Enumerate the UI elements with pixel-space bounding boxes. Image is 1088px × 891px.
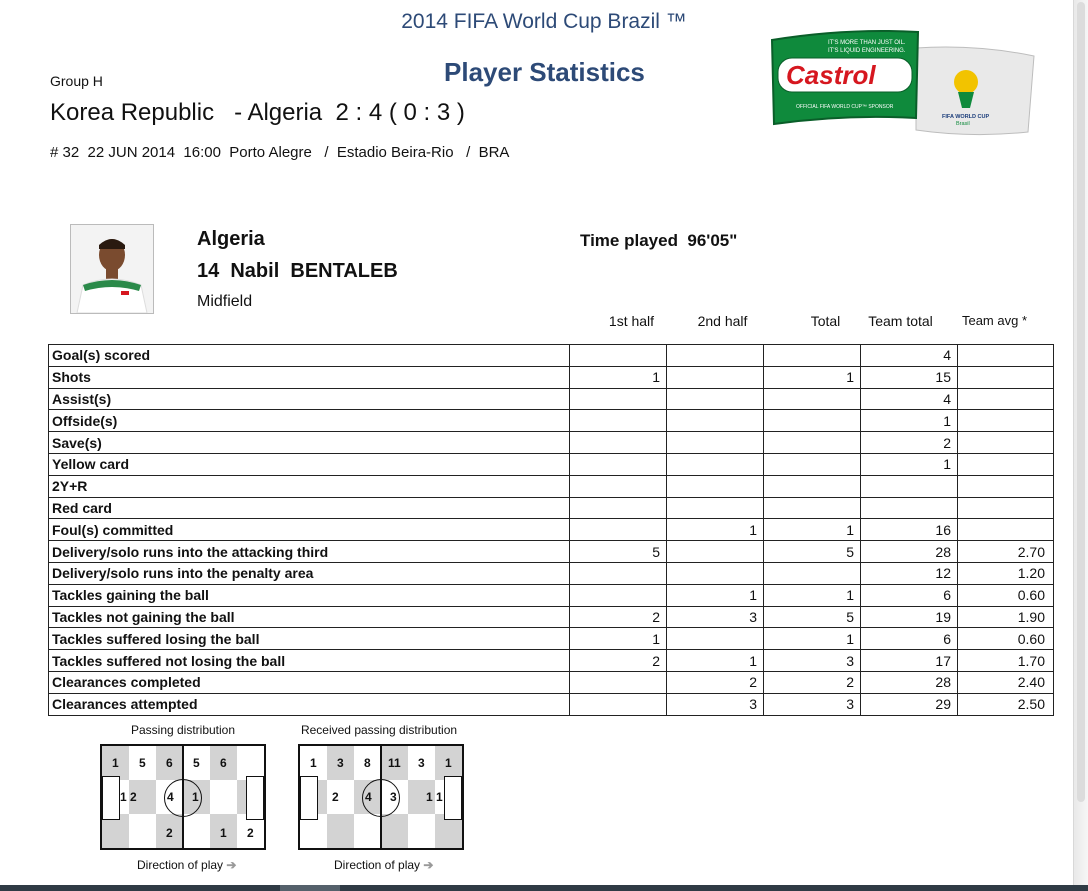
passing-distribution-pitch [100,744,266,850]
player-name: 14 Nabil BENTALEB [197,260,398,282]
stat-total [764,432,861,454]
stat-total: 1 [764,366,861,388]
stat-team-avg [958,410,1054,432]
player-photo [70,224,154,314]
table-row [49,628,1054,650]
zone-value: 6 [166,756,173,770]
stat-team-avg [958,475,1054,497]
stat-team-total [861,475,958,497]
column-header-2nd-half: 2nd half [697,313,748,329]
stat-total [764,410,861,432]
zone-value: 1 [112,756,119,770]
stat-team-avg: 1.70 [958,650,1054,672]
stat-label: Red card [49,497,570,519]
time-played: Time played 96'05" [580,231,738,250]
stat-team-total: 4 [861,345,958,367]
table-row [49,453,1054,475]
zone-value: 11 [388,756,401,770]
zone-value: 4 [167,790,174,804]
stat-team-total: 12 [861,562,958,584]
zone-value: 2 [130,790,137,804]
stat-label: Foul(s) committed [49,519,570,541]
bottom-bar-segment [280,885,340,891]
penalty-area-left [300,776,318,820]
zone-value: 1 [220,826,227,840]
sponsor-tagline-1: IT'S MORE THAN JUST OIL. [828,40,906,46]
stat-team-avg: 0.60 [958,584,1054,606]
table-row [49,345,1054,367]
penalty-area-left [102,776,120,820]
stat-team-total: 2 [861,432,958,454]
stat-label: Tackles not gaining the ball [49,606,570,628]
stat-1st-half [570,345,667,367]
stat-1st-half [570,453,667,475]
table-row [49,388,1054,410]
stat-label: Clearances attempted [49,693,570,715]
table-row [49,541,1054,563]
stat-label: Shots [49,366,570,388]
stat-2nd-half [667,388,764,410]
zone-value: 8 [364,756,371,770]
stat-2nd-half [667,475,764,497]
stat-label: Tackles gaining the ball [49,584,570,606]
pitch-zone [327,814,354,848]
stat-team-avg: 2.40 [958,671,1054,693]
zone-value: 1 [192,790,199,804]
stat-team-avg [958,453,1054,475]
received-distribution-pitch [298,744,464,850]
table-row [49,410,1054,432]
stat-1st-half [570,475,667,497]
stat-total: 5 [764,541,861,563]
stat-2nd-half [667,345,764,367]
stat-team-total: 19 [861,606,958,628]
stat-team-avg [958,432,1054,454]
zone-value: 3 [418,756,425,770]
table-row [49,497,1054,519]
player-photo-image [71,225,153,313]
stat-team-total: 28 [861,671,958,693]
stat-total [764,453,861,475]
table-row [49,475,1054,497]
stat-total: 3 [764,693,861,715]
stat-2nd-half: 1 [667,519,764,541]
stat-label: Tackles suffered losing the ball [49,628,570,650]
stat-team-avg: 1.20 [958,562,1054,584]
stat-1st-half [570,671,667,693]
zone-value: 1 [310,756,317,770]
stat-1st-half [570,519,667,541]
column-header-total: Total [810,313,841,329]
zone-value: 1 [120,790,127,804]
stat-total [764,345,861,367]
stat-2nd-half [667,497,764,519]
statistics-table [48,344,1054,716]
penalty-area-right [246,776,264,820]
viewer-bottom-bar [0,885,1088,891]
sponsor-tagline-2: IT'S LIQUID ENGINEERING. [828,48,906,54]
stat-1st-half: 2 [570,650,667,672]
stat-total [764,497,861,519]
passing-direction-label [137,858,236,872]
zone-value: 2 [166,826,173,840]
stat-team-avg: 2.50 [958,693,1054,715]
stat-total: 1 [764,628,861,650]
stat-2nd-half: 3 [667,693,764,715]
castrol-sponsor-logo [766,26,1036,138]
stat-2nd-half [667,628,764,650]
tournament-title: 2014 FIFA World Cup Brazil ™ [401,10,687,33]
stat-2nd-half: 1 [667,650,764,672]
stat-team-total: 6 [861,584,958,606]
zone-value: 3 [390,790,397,804]
stat-team-avg: 0.60 [958,628,1054,650]
stat-team-total: 1 [861,453,958,475]
stat-label: Delivery/solo runs into the penalty area [49,562,570,584]
stat-2nd-half: 3 [667,606,764,628]
match-info: # 32 22 JUN 2014 16:00 Porto Alegre / Estadio Beira-Rio / BRA [50,144,510,161]
zone-value: 1 [436,790,443,804]
table-row [49,562,1054,584]
table-row [49,432,1054,454]
stat-total: 1 [764,519,861,541]
column-header-1st-half: 1st half [608,313,655,329]
stat-team-total: 17 [861,650,958,672]
table-row [49,584,1054,606]
stat-1st-half: 1 [570,366,667,388]
table-row [49,519,1054,541]
stat-1st-half [570,584,667,606]
stat-total [764,562,861,584]
page-title: Player Statistics [444,57,645,87]
passing-distribution-title: Passing distribution [130,723,236,737]
stat-team-total: 6 [861,628,958,650]
stat-label: Offside(s) [49,410,570,432]
stat-label: Save(s) [49,432,570,454]
zone-value: 4 [365,790,372,804]
stat-1st-half [570,432,667,454]
match-result: Korea Republic - Algeria 2 : 4 ( 0 : 3 ) [50,99,465,126]
passing-direction-text: Direction of play [137,858,224,872]
stat-total: 3 [764,650,861,672]
penalty-area-right [444,776,462,820]
stat-label: Tackles suffered not losing the ball [49,650,570,672]
sponsor-emblem-sub: Brasil [956,121,970,127]
zone-value: 3 [337,756,344,770]
stat-team-avg [958,366,1054,388]
stat-2nd-half: 1 [667,584,764,606]
stat-2nd-half [667,562,764,584]
received-distribution-title: Received passing distribution [300,723,458,737]
stat-1st-half [570,693,667,715]
zone-value: 5 [193,756,200,770]
stat-2nd-half [667,366,764,388]
stat-1st-half [570,410,667,432]
stat-1st-half [570,562,667,584]
stat-1st-half: 5 [570,541,667,563]
player-team: Algeria [197,228,265,250]
stat-label: Goal(s) scored [49,345,570,367]
arrow-right-icon: ➔ [423,858,434,872]
table-row [49,650,1054,672]
pitch-zone [381,814,408,848]
stat-team-avg [958,345,1054,367]
stat-team-total: 4 [861,388,958,410]
stat-total [764,475,861,497]
stat-label: Yellow card [49,453,570,475]
group-label: Group H [50,73,103,89]
zone-value: 1 [445,756,452,770]
sponsor-brand: Castrol [786,60,876,90]
zone-value: 5 [139,756,146,770]
zone-value: 1 [426,790,433,804]
stat-label: Assist(s) [49,388,570,410]
sponsor-emblem-text: FIFA WORLD CUP [942,114,990,120]
stat-team-avg: 2.70 [958,541,1054,563]
stat-team-total: 1 [861,410,958,432]
stat-2nd-half [667,453,764,475]
stat-1st-half: 1 [570,628,667,650]
table-row [49,606,1054,628]
stat-2nd-half [667,541,764,563]
zone-value: 2 [247,826,254,840]
scrollbar-thumb[interactable] [1077,2,1085,802]
stat-2nd-half [667,432,764,454]
stat-1st-half [570,388,667,410]
arrow-right-icon: ➔ [226,858,237,872]
stat-team-avg: 1.90 [958,606,1054,628]
sponsor-sub: OFFICIAL FIFA WORLD CUP™ SPONSOR [796,104,894,110]
stat-team-avg [958,497,1054,519]
scrollbar-track[interactable] [1073,0,1088,891]
column-header-team-avg: Team avg * [961,313,1028,328]
stat-1st-half [570,497,667,519]
stat-team-total: 29 [861,693,958,715]
stat-team-avg [958,519,1054,541]
zone-value: 2 [332,790,339,804]
column-header-team-total: Team total [868,313,933,329]
stat-total: 1 [764,584,861,606]
player-position: Midfield [197,293,253,310]
stat-team-total [861,497,958,519]
stat-team-total: 15 [861,366,958,388]
table-row [49,366,1054,388]
stat-label: 2Y+R [49,475,570,497]
stat-team-total: 28 [861,541,958,563]
stat-team-total: 16 [861,519,958,541]
zone-value: 6 [220,756,227,770]
stat-label: Clearances completed [49,671,570,693]
received-direction-text: Direction of play [334,858,421,872]
stat-team-avg [958,388,1054,410]
received-direction-label [334,858,433,872]
table-row [49,671,1054,693]
table-row [49,693,1054,715]
stat-total: 5 [764,606,861,628]
stat-label: Delivery/solo runs into the attacking third [49,541,570,563]
stat-1st-half: 2 [570,606,667,628]
stat-2nd-half [667,410,764,432]
stat-total [764,388,861,410]
stat-2nd-half: 2 [667,671,764,693]
stat-total: 2 [764,671,861,693]
